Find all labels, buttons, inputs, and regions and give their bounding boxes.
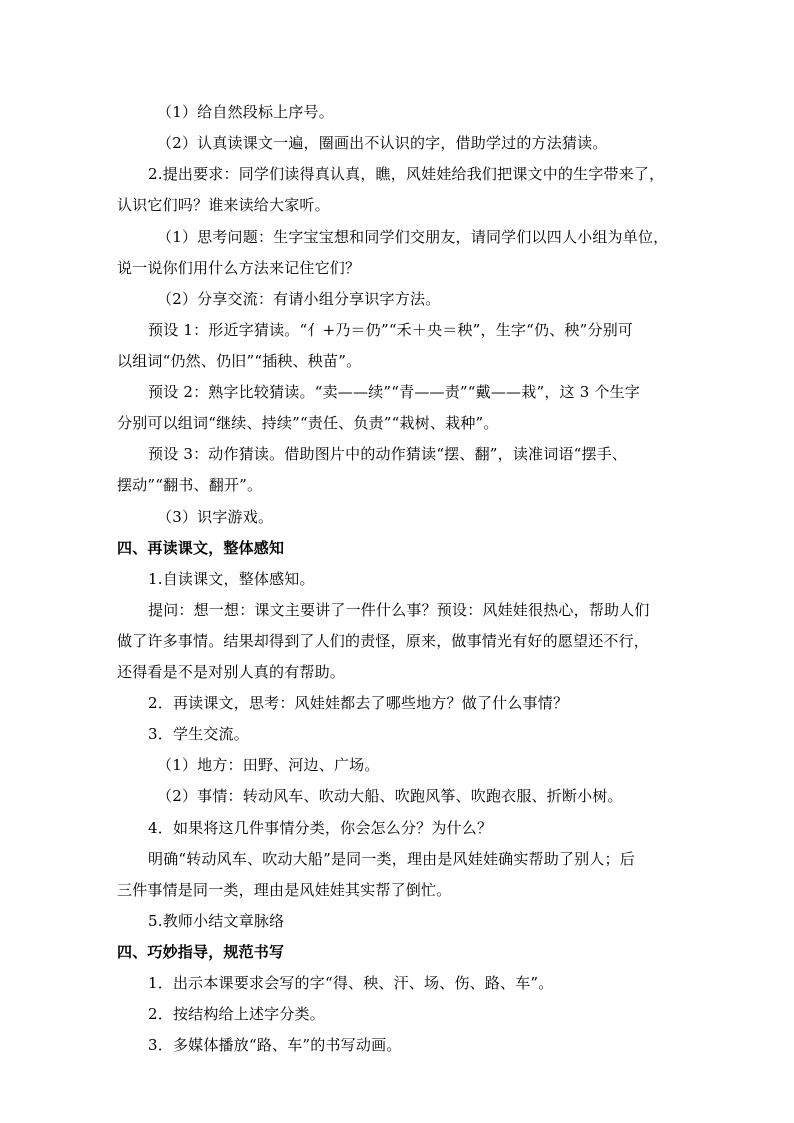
paragraph-line: 预设 1：形近字猜读。“亻+乃＝仍”“禾＋央＝秧”，生字“仍、秧”分别可 (148, 321, 634, 339)
paragraph-line: 还得看是不是对别人真的有帮助。 (117, 663, 346, 681)
paragraph-line: 1.自读课文，整体感知。 (148, 570, 315, 588)
paragraph-line: （3）识字游戏。 (157, 508, 274, 526)
paragraph-line: 认识它们吗？谁来读给大家听。 (117, 196, 330, 214)
paragraph-line: 3．学生交流。 (148, 725, 249, 743)
paragraph-line: 做了许多事情。结果却得到了人们的责怪，原来，做事情光有好的愿望还不行， (117, 632, 650, 650)
paragraph-line: 2.提出要求：同学们读得真认真，瞧，风娃娃给我们把课文中的生字带来了， (148, 165, 665, 183)
paragraph-line: 1．出示本课要求会写的字“得、秧、汗、场、伤、路、车”。 (148, 974, 554, 992)
paragraph-line: 2．再读课文，思考：风娃娃都去了哪些地方？做了什么事情？ (148, 694, 569, 712)
paragraph-line: （2）事情：转动风车、吹动大船、吹跑风筝、吹跑衣服、折断小树。 (157, 787, 623, 805)
paragraph-line: 以组词“仍然、仍旧”“插秧、秧苗”。 (117, 352, 362, 370)
paragraph-line: 说一说你们用什么方法来记住它们？ (117, 259, 361, 277)
paragraph-line: （1）给自然段标上序号。 (157, 103, 334, 121)
paragraph-line: 2．按结构给上述字分类。 (148, 1005, 325, 1023)
section-heading: 四、再读课文，整体感知 (117, 539, 285, 557)
paragraph-line: 预设 2：熟字比较猜读。“卖——续”“青——责”“戴——栽”，这 3 个生字 (148, 383, 641, 401)
paragraph-line: （2）分享交流：有请小组分享识字方法。 (157, 290, 441, 308)
paragraph-line: 3．多媒体播放“路、车”的书写动画。 (148, 1036, 402, 1054)
paragraph-line: 分别可以组词“继续、持续”“责任、负责”“栽树、栽种”。 (117, 414, 499, 432)
section-heading: 四、巧妙指导，规范书写 (117, 943, 285, 961)
paragraph-line: 明确“转动风车、吹动大船”是同一类，理由是风娃娃确实帮助了别人；后 (148, 850, 635, 868)
paragraph-line: 提问：想一想：课文主要讲了一件什么事？预设：风娃娃很热心，帮助人们 (148, 601, 650, 619)
paragraph-line: （2）认真读课文一遍，圈画出不认识的字，借助学过的方法猜读。 (157, 134, 608, 152)
paragraph-line: 5.教师小结文章脉络 (148, 912, 285, 930)
paragraph-line: （1）地方：田野、河边、广场。 (157, 756, 380, 774)
paragraph-line: 4．如果将这几件事情分类，你会怎么分？为什么？ (148, 819, 493, 837)
paragraph-line: （1）思考问题：生字宝宝想和同学们交朋友，请同学们以四人小组为单位， (157, 228, 669, 246)
paragraph-line: 摆动”“翻书、翻开”。 (117, 476, 263, 494)
paragraph-line: 三件事情是同一类，理由是风娃娃其实帮了倒忙。 (117, 881, 452, 899)
paragraph-line: 预设 3：动作猜读。借助图片中的动作猜读“摆、翻”，读准词语“摆手、 (148, 445, 628, 463)
